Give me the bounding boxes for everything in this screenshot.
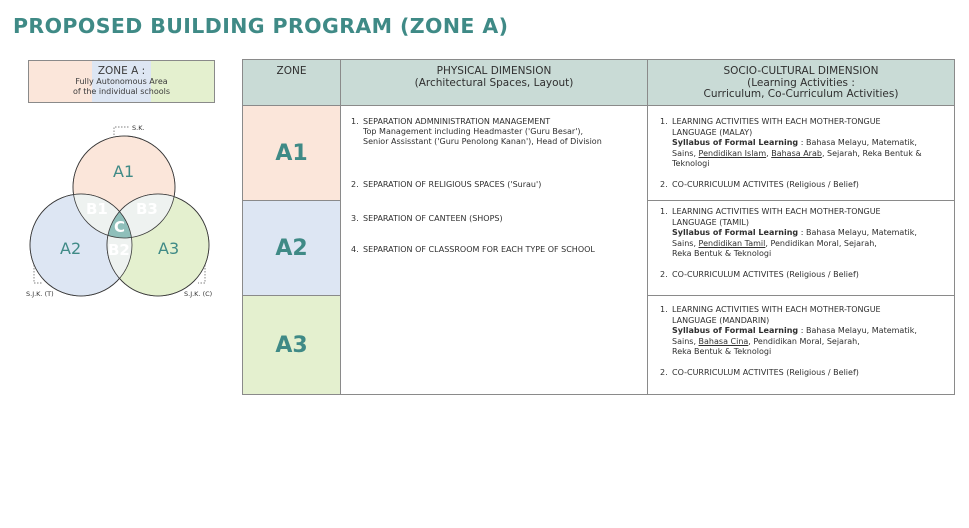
syllabus-subject: Bahasa Cina bbox=[698, 336, 749, 346]
physical-item-2 bbox=[351, 180, 636, 190]
list-number: 4. bbox=[351, 245, 359, 254]
venn-label-b1: B1 bbox=[86, 200, 108, 218]
legend-line-2: of the individual schools bbox=[72, 87, 171, 96]
socio-a3-line1: LEARNING ACTIVITIES WITH EACH MOTHER-TONGUE bbox=[672, 305, 881, 314]
physical-item-3 bbox=[351, 214, 636, 224]
zone-cell-a2: A2 bbox=[243, 201, 340, 295]
syllabus-text: : Bahasa Melayu, Matematik, bbox=[798, 138, 917, 147]
divider bbox=[243, 200, 341, 201]
syllabus-label: Syllabus of Formal Learning bbox=[672, 326, 799, 335]
syllabus-text: Sains, bbox=[672, 238, 699, 248]
header-zone-label: ZONE bbox=[276, 65, 307, 77]
co-curriculum: CO-CURRICULUM ACTIVITES (Religious / Belief) bbox=[672, 270, 859, 279]
list-number: 2. bbox=[660, 180, 668, 189]
socio-a1-line1: LEARNING ACTIVITIES WITH EACH MOTHER-TONGUE bbox=[672, 117, 881, 126]
header-zone bbox=[243, 60, 340, 105]
syllabus-subject: Bahasa Arab bbox=[771, 148, 822, 158]
physical-item-title: SEPARATION ADMNINISTRATION MANAGEMENT bbox=[363, 117, 551, 126]
list-number: 1. bbox=[351, 117, 359, 126]
list-number: 2. bbox=[351, 180, 359, 189]
header-socio bbox=[648, 60, 954, 105]
school-label-sk: S.K. bbox=[132, 124, 145, 132]
syllabus-text: : Bahasa Melayu, Matematik, bbox=[798, 228, 917, 237]
syllabus-label: Syllabus of Formal Learning bbox=[672, 138, 799, 147]
divider bbox=[647, 295, 954, 296]
page-title: PROPOSED BUILDING PROGRAM (ZONE A) bbox=[13, 14, 509, 38]
list-number: 3. bbox=[351, 214, 359, 223]
socio-a2-line1: LEARNING ACTIVITIES WITH EACH MOTHER-TONGUE bbox=[672, 207, 881, 216]
venn-label-b3: B3 bbox=[136, 200, 158, 218]
physical-item-title: SEPARATION OF RELIGIOUS SPACES ('Surau') bbox=[363, 180, 542, 189]
legend-line-1: Fully Autonomous Area bbox=[75, 77, 168, 86]
syllabus-label: Syllabus of Formal Learning bbox=[672, 228, 799, 237]
header-socio-sub1: (Learning Activities : bbox=[747, 76, 855, 89]
syllabus-text: Sains, bbox=[672, 336, 699, 346]
header-physical-title: PHYSICAL DIMENSION bbox=[436, 65, 552, 77]
school-label-sjkt: S.J.K. (T) bbox=[26, 290, 54, 298]
physical-item-title: SEPARATION OF CANTEEN (SHOPS) bbox=[363, 214, 503, 223]
socio-a1-line2: LANGUAGE (MALAY) bbox=[672, 127, 753, 137]
syllabus-subject: Pendidikan Islam bbox=[698, 148, 767, 158]
syllabus-text: Teknologi bbox=[672, 159, 710, 168]
socio-a2-line2: LANGUAGE (TAMIL) bbox=[672, 217, 749, 227]
socio-a3-line2: LANGUAGE (MANDARIN) bbox=[672, 315, 770, 325]
venn-label-a2: A2 bbox=[60, 239, 82, 258]
legend-zone-label: ZONE A : bbox=[97, 65, 146, 77]
zone-cell-a1: A1 bbox=[243, 106, 340, 200]
divider bbox=[647, 200, 954, 201]
list-number: 2. bbox=[660, 368, 668, 377]
syllabus-text: , Pendidikan Moral, Sejarah, bbox=[765, 238, 877, 248]
physical-item-detail: Top Management including Headmaster ('Guru Besar'), bbox=[363, 127, 584, 136]
divider bbox=[647, 60, 648, 394]
venn-label-b2: B2 bbox=[108, 241, 130, 259]
physical-item-1 bbox=[351, 117, 636, 147]
syllabus-text: Reka Bentuk & Teknologi bbox=[672, 249, 772, 258]
header-physical bbox=[341, 60, 647, 105]
divider bbox=[340, 60, 341, 394]
venn-diagram bbox=[0, 115, 230, 305]
physical-item-title: SEPARATION OF CLASSROOM FOR EACH TYPE OF SCHOOL bbox=[363, 245, 595, 254]
syllabus-text: , Sejarah, Reka Bentuk & bbox=[821, 148, 922, 158]
header-socio-title: SOCIO-CULTURAL DIMENSION bbox=[723, 65, 879, 77]
zone-cell-a3: A3 bbox=[243, 296, 340, 394]
syllabus-text: , Pendidikan Moral, Sejarah, bbox=[748, 336, 860, 346]
school-label-sjkc: S.J.K. (C) bbox=[184, 290, 213, 298]
program-table bbox=[242, 59, 955, 395]
header-socio-sub2: Curriculum, Co-Curriculum Activities) bbox=[703, 88, 899, 100]
list-number: 1. bbox=[660, 117, 668, 126]
physical-item-4 bbox=[351, 245, 636, 255]
list-number: 1. bbox=[660, 207, 668, 216]
header-physical-sub: (Architectural Spaces, Layout) bbox=[414, 76, 574, 89]
co-curriculum: CO-CURRICULUM ACTIVITES (Religious / Belief) bbox=[672, 368, 859, 377]
venn-label-c: C bbox=[114, 218, 126, 236]
syllabus-text: , bbox=[766, 148, 772, 158]
co-curriculum: CO-CURRICULUM ACTIVITES (Religious / Belief) bbox=[672, 180, 859, 189]
divider bbox=[243, 295, 341, 296]
syllabus-text: Sains, bbox=[672, 148, 699, 158]
syllabus-subject: Pendidikan Tamil bbox=[698, 238, 766, 248]
syllabus-text: Reka Bentuk & Teknologi bbox=[672, 347, 772, 356]
syllabus-text: : Bahasa Melayu, Matematik, bbox=[798, 326, 917, 335]
venn-label-a3: A3 bbox=[158, 239, 180, 258]
venn-label-a1: A1 bbox=[113, 162, 135, 181]
physical-item-detail: Senior Assisstant ('Guru Penolong Kanan'), Head of Division bbox=[363, 137, 602, 146]
list-number: 2. bbox=[660, 270, 668, 279]
list-number: 1. bbox=[660, 305, 668, 314]
divider bbox=[243, 105, 954, 106]
zone-legend bbox=[28, 60, 215, 103]
